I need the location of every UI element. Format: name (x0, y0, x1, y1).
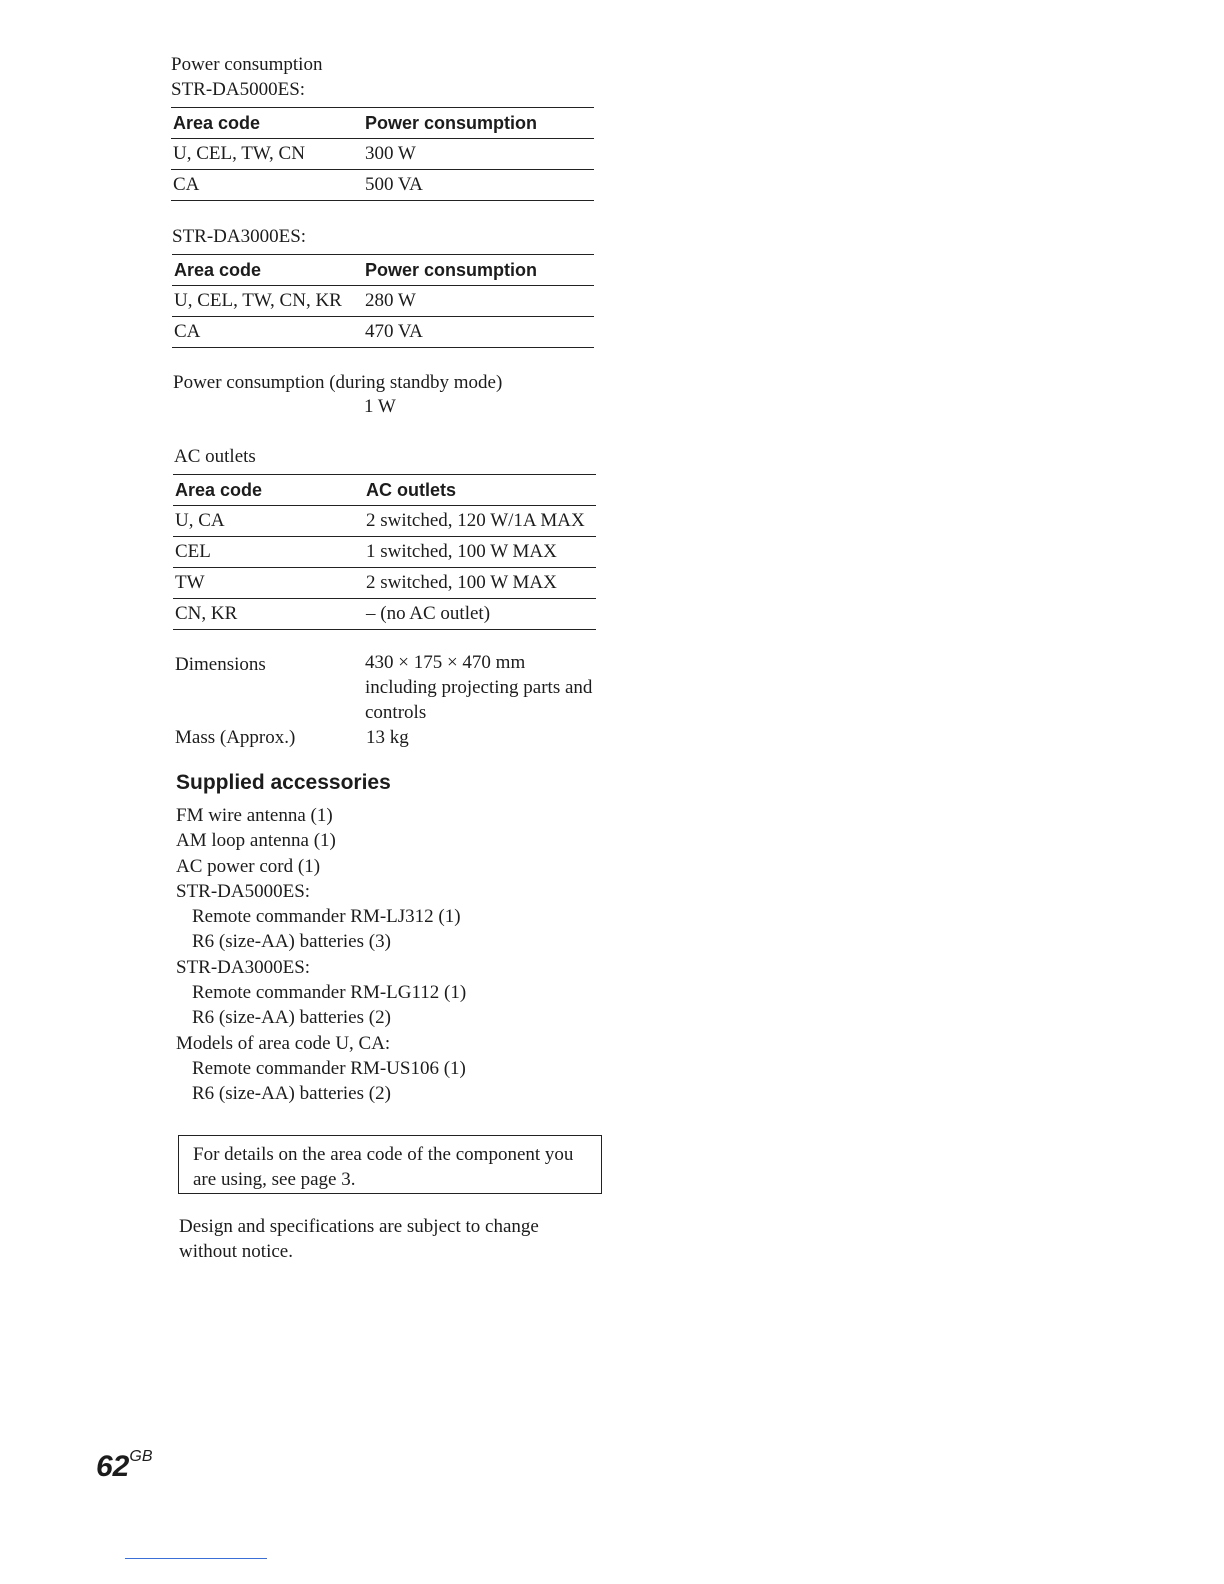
table-cell: 2 switched, 120 W/1A MAX (364, 506, 596, 537)
model-a-label: STR-DA5000ES: (171, 79, 306, 100)
table-cell: U, CEL, TW, CN (171, 139, 363, 170)
standby-label: Power consumption (during standby mode) (173, 372, 503, 393)
page-number (96, 1450, 153, 1484)
dimensions-value-line2: including projecting parts and (365, 677, 593, 698)
table-cell: CA (173, 174, 200, 195)
table-cell: 300 W (363, 139, 594, 170)
power-consumption-intro: Power consumption (171, 54, 323, 75)
table-header-row (171, 108, 594, 139)
table-cell: CA (174, 321, 201, 342)
table-cell: 500 VA (365, 174, 423, 195)
ac-outlets-intro: AC outlets (174, 446, 256, 467)
power-table-da3000 (172, 254, 594, 348)
table-cell: TW (173, 568, 364, 599)
table-row (173, 568, 596, 599)
accessory-item: AM loop antenna (1) (176, 830, 336, 852)
accessory-item: R6 (size-AA) batteries (2) (192, 1007, 391, 1029)
accessory-item: Remote commander RM-LG112 (1) (192, 982, 467, 1004)
accessory-item: Remote commander RM-LJ312 (1) (192, 906, 461, 928)
accessory-item: Models of area code U, CA: (176, 1032, 391, 1054)
table-cell: CN, KR (175, 603, 238, 624)
table-row (173, 599, 596, 630)
disclaimer-line-1: Design and specifications are subject to change (179, 1216, 539, 1237)
note-line-2: are using, see page 3. (193, 1169, 356, 1190)
accessory-item: Remote commander RM-US106 (1) (192, 1057, 466, 1079)
note-line-1: For details on the area code of the component you (193, 1144, 574, 1165)
table-row (173, 537, 596, 568)
standby-value: 1 W (364, 396, 396, 417)
accessory-item: FM wire antenna (1) (176, 805, 333, 826)
accessory-item: STR-DA5000ES: (176, 880, 311, 902)
table-cell: 470 VA (365, 321, 423, 342)
accessory-item: R6 (size-AA) batteries (3) (192, 931, 391, 953)
table-header-area-code: Area code (173, 475, 364, 506)
area-code-note-box (178, 1135, 602, 1194)
table-header-power: Power consumption (363, 255, 594, 286)
section-heading-accessories: Supplied accessories (176, 771, 391, 794)
table-header-ac-outlets: AC outlets (364, 475, 596, 506)
accessory-item: STR-DA3000ES: (176, 956, 311, 978)
table-cell: 2 switched, 100 W MAX (364, 568, 596, 599)
table-header-row (173, 475, 596, 506)
ac-outlets-table (173, 474, 596, 630)
model-b-label: STR-DA3000ES: (172, 226, 307, 247)
table-header-area-code: Area code (171, 108, 363, 139)
table-cell: CEL (173, 537, 364, 568)
table-row (172, 286, 594, 317)
table-header-power: Power consumption (363, 108, 594, 139)
bottom-divider (125, 1558, 267, 1559)
dimensions-value-line1: 430 × 175 × 470 mm (365, 652, 526, 673)
table-row (172, 317, 594, 348)
accessories-list (176, 803, 466, 1107)
table-header-row (172, 255, 594, 286)
table-cell: 1 switched, 100 W MAX (364, 537, 596, 568)
table-header-area-code: Area code (172, 255, 363, 286)
page-number-value: 62 (96, 1450, 130, 1483)
page-number-suffix: GB (129, 1448, 153, 1465)
accessory-item: R6 (size-AA) batteries (2) (192, 1083, 391, 1105)
mass-label: Mass (Approx.) (175, 727, 296, 748)
accessory-item: AC power cord (1) (176, 855, 321, 877)
table-cell: U, CA (173, 506, 364, 537)
table-cell: U, CEL, TW, CN, KR (172, 286, 363, 317)
power-table-da5000 (171, 107, 594, 201)
mass-value: 13 kg (366, 727, 409, 748)
table-cell: – (no AC outlet) (366, 603, 491, 624)
table-row (171, 170, 594, 201)
table-row (173, 506, 596, 537)
dimensions-label: Dimensions (175, 654, 266, 675)
table-cell: 280 W (363, 286, 594, 317)
dimensions-value-line3: controls (365, 702, 427, 723)
table-row (171, 139, 594, 170)
disclaimer-line-2: without notice. (179, 1241, 293, 1262)
